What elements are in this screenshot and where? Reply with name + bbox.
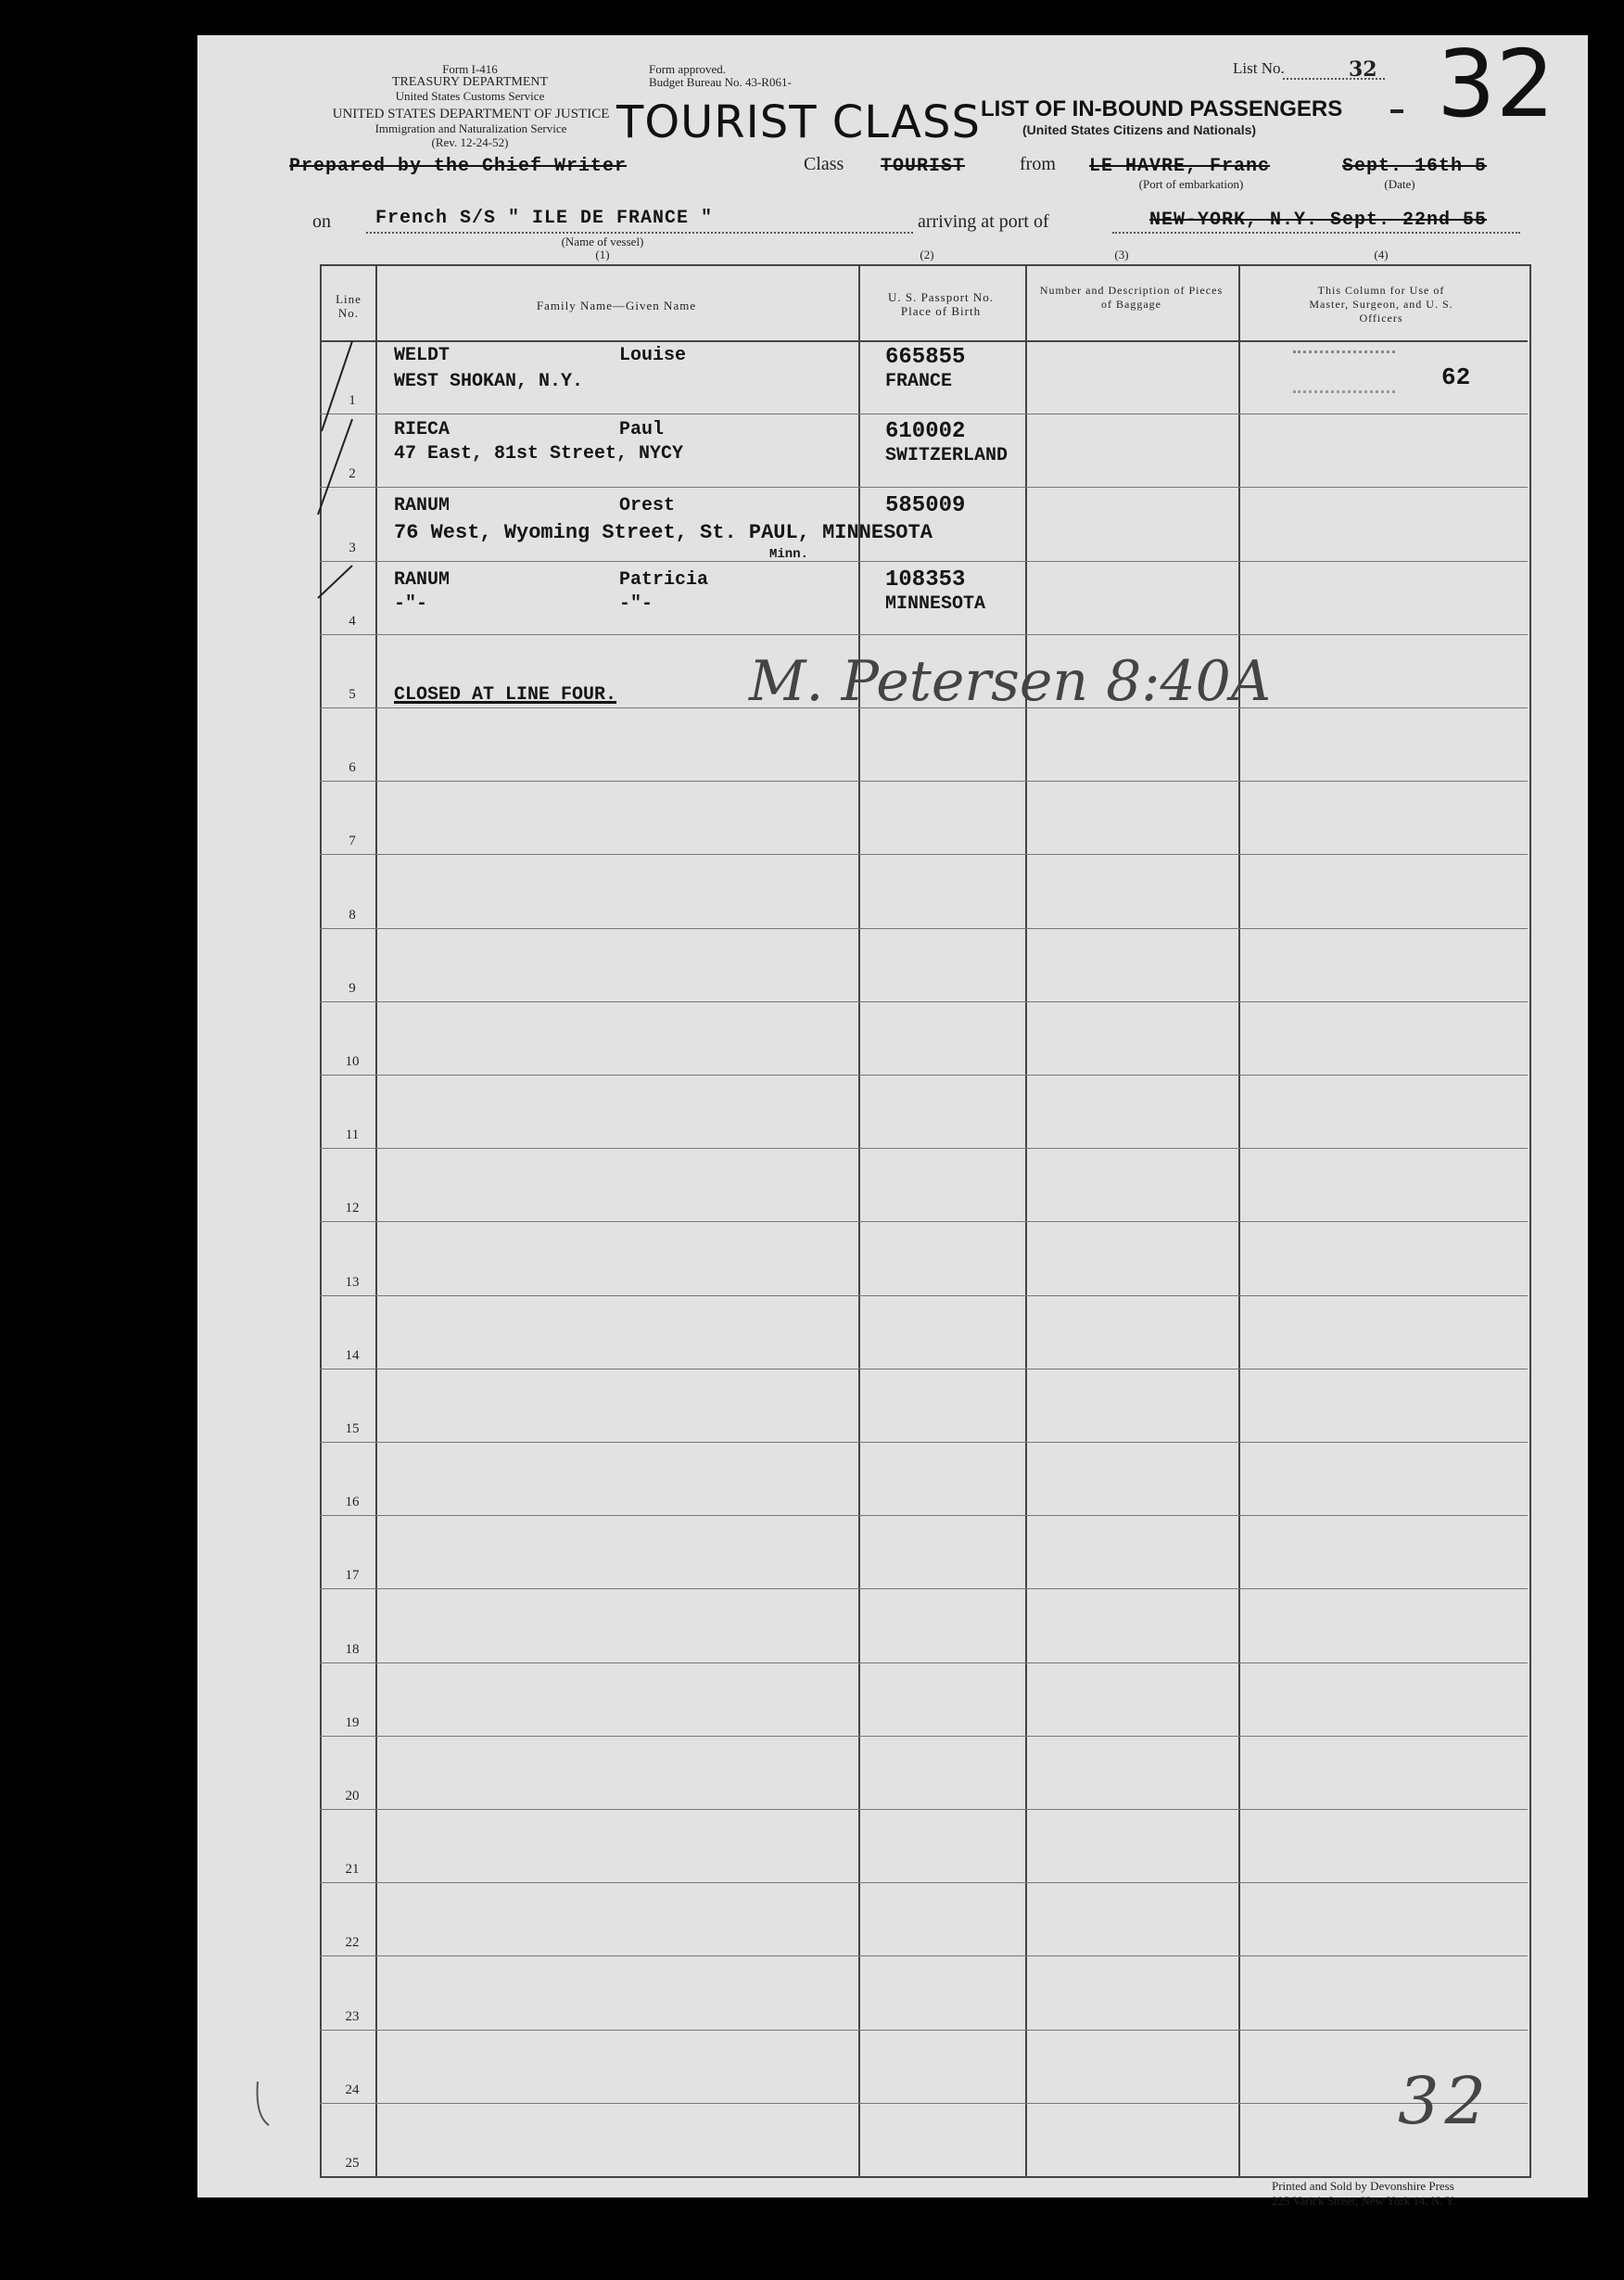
line-number: 4 (349, 614, 356, 629)
from-label: from (1020, 154, 1056, 174)
line-number: 3 (349, 541, 356, 555)
row3-given: Orest (619, 495, 676, 516)
row-separator (320, 1075, 1528, 1076)
line-number: 14 (345, 1348, 360, 1363)
header-name: Family Name—Given Name (536, 299, 697, 312)
customs-service: United States Customs Service (395, 89, 545, 103)
line-number: 22 (345, 1935, 360, 1950)
row-separator (320, 2030, 1528, 2031)
line-number: 2 (349, 466, 356, 481)
row-separator (320, 1001, 1528, 1002)
closed-note: CLOSED AT LINE FOUR. (394, 684, 617, 706)
row3-passport: 585009 (885, 493, 966, 518)
row1-given: Louise (619, 345, 687, 366)
vessel-underline (366, 232, 913, 234)
row-separator (320, 1221, 1528, 1222)
line-number: 18 (345, 1642, 360, 1657)
header-baggage: Number and Description of Pieces of Baggage (1039, 284, 1224, 311)
header-officers: This Column for Use of Master, Surgeon, and U. S. Officers (1309, 284, 1453, 325)
row2-given: Paul (619, 419, 665, 440)
row2-family: RIECA (394, 419, 450, 440)
col-num-1: (1) (595, 248, 610, 261)
row4-given-ditto: -"- (619, 593, 653, 615)
line-number: 12 (345, 1201, 360, 1216)
row4-address: -"- (394, 593, 428, 615)
line-number: 21 (345, 1862, 360, 1877)
list-title: LIST OF IN-BOUND PASSENGERS (981, 96, 1343, 121)
row3-note: Minn. (769, 547, 809, 562)
line-number: 17 (345, 1568, 360, 1583)
vessel-name: French S/S " ILE DE FRANCE " (375, 208, 714, 229)
department: TREASURY DEPARTMENT (391, 75, 549, 89)
vessel-caption: (Name of vessel) (561, 235, 644, 248)
col-divider (375, 264, 377, 2176)
row-separator (320, 1736, 1528, 1737)
line-number: 10 (345, 1054, 360, 1069)
line-number: 7 (349, 834, 356, 848)
col-divider (1238, 264, 1240, 2176)
ins-service: Immigration and Naturalization Service (374, 121, 567, 135)
class-value: TOURIST (881, 156, 966, 177)
arriving-label: arriving at port of (918, 211, 1049, 232)
row2-passport: 610002 (885, 419, 966, 444)
budget-bureau: Budget Bureau No. 43-R061- (649, 75, 792, 89)
row-separator (320, 1662, 1528, 1663)
line-number: 1 (349, 393, 356, 408)
revision: (Rev. 12-24-52) (431, 135, 509, 149)
header-line-no: Line No. (336, 292, 362, 320)
row-separator (320, 634, 1528, 635)
line-number: 15 (345, 1421, 360, 1436)
row4-family: RANUM (394, 569, 450, 591)
margin-mark: 32 (1398, 2063, 1492, 2139)
arrival-underline (1112, 232, 1520, 234)
col-divider (858, 264, 860, 2176)
line-number: 16 (345, 1495, 360, 1509)
row-separator (320, 561, 1528, 562)
row2-birth: SWITZERLAND (885, 445, 1009, 466)
port-value: LE HAVRE, Franc (1089, 156, 1271, 177)
row1-birth: FRANCE (885, 371, 953, 392)
port-caption: (Port of embarkation) (1138, 177, 1244, 191)
row-separator (320, 1809, 1528, 1810)
row-separator (320, 854, 1528, 855)
justice-dept: UNITED STATES DEPARTMENT OF JUSTICE (332, 107, 610, 121)
line-number: 19 (345, 1715, 360, 1730)
row1-address: WEST SHOKAN, N.Y. (394, 371, 584, 392)
check-marks (301, 334, 375, 631)
list-no-label: List No. (1233, 59, 1285, 77)
row-separator (320, 2103, 1528, 2104)
col-num-2: (2) (920, 248, 934, 261)
col-divider (1025, 264, 1027, 2176)
col-num-3: (3) (1114, 248, 1129, 261)
header-separator (320, 340, 1528, 342)
row-separator (320, 1148, 1528, 1149)
line-number: 25 (345, 2156, 360, 2171)
date-caption: (Date) (1384, 177, 1415, 191)
row1-faint-marks (1293, 350, 1395, 393)
prepared-by: Prepared by the Chief Writer (289, 156, 628, 177)
row-separator (320, 1882, 1528, 1883)
row1-passport: 665855 (885, 345, 966, 370)
row2-address: 47 East, 81st Street, NYCY (394, 443, 684, 465)
form-number: Form I-416 (442, 62, 498, 76)
line-number: 24 (345, 2083, 360, 2097)
row1-note: 62 (1441, 363, 1471, 391)
line-number: 11 (345, 1127, 360, 1142)
line-number: 23 (345, 2009, 360, 2024)
col-num-4: (4) (1374, 248, 1389, 261)
class-label: Class (804, 154, 844, 174)
arrival-value: NEW-YORK, N.Y. Sept. 22nd 55 (1149, 210, 1488, 231)
row1-family: WELDT (394, 345, 450, 366)
row-separator (320, 487, 1528, 488)
printer-line-2: 225 Varick Street, New York 14, N. Y. (1272, 2194, 1456, 2208)
dash-mark (1390, 109, 1403, 113)
on-label: on (312, 211, 331, 232)
line-number: 20 (345, 1789, 360, 1803)
row-separator (320, 1588, 1528, 1589)
row-separator (320, 1515, 1528, 1516)
line-number: 6 (349, 760, 356, 775)
tourist-class-stamp: TOURIST CLASS (616, 96, 981, 148)
line-number: 13 (345, 1275, 360, 1290)
row3-address: 76 West, Wyoming Street, St. PAUL, MINNESOTA (394, 521, 933, 544)
list-subtitle: (United States Citizens and Nationals) (1022, 122, 1257, 137)
row-separator (320, 1442, 1528, 1443)
row3-family: RANUM (394, 495, 450, 516)
row4-given: Patricia (619, 569, 709, 591)
line-number: 8 (349, 908, 356, 923)
row-separator (320, 928, 1528, 929)
date-from-value: Sept. 16th 5 (1342, 156, 1488, 177)
row4-passport: 108353 (885, 567, 966, 592)
line-number: 9 (349, 981, 356, 996)
row-separator (320, 1295, 1528, 1296)
printer-line-1: Printed and Sold by Devonshire Press (1272, 2179, 1454, 2193)
row4-birth: MINNESOTA (885, 593, 986, 615)
header-passport: U. S. Passport No. Place of Birth (887, 290, 995, 318)
row-separator (320, 1955, 1528, 1956)
row-separator (320, 781, 1528, 782)
line-number: 5 (349, 687, 356, 702)
big-page-number: 32 (1437, 30, 1555, 138)
list-no-value: 32 (1349, 57, 1377, 82)
form-approved: Form approved. (649, 62, 727, 76)
small-checkmark (248, 2077, 285, 2133)
signature: M. Petersen 8:40A (749, 649, 1272, 714)
